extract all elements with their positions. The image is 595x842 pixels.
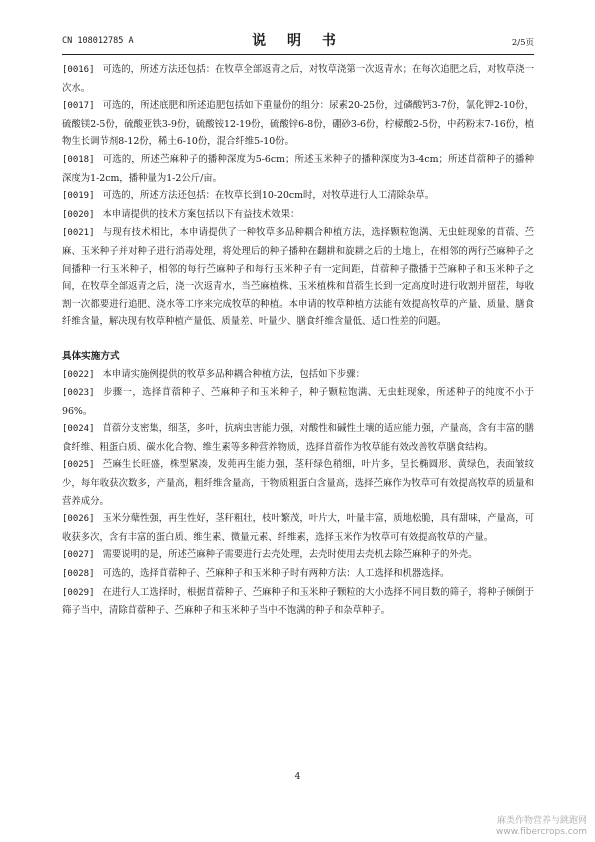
- section-heading: 具体实施方式: [62, 350, 120, 362]
- paragraph: [62, 366, 534, 385]
- paragraph-number: [0016]: [62, 65, 95, 75]
- header-rule: [62, 54, 534, 55]
- paragraph-number: [0022]: [62, 369, 95, 380]
- paragraph: [62, 206, 534, 225]
- page-header: [62, 30, 534, 52]
- page-count: 2/5页: [511, 38, 534, 48]
- paragraph: [62, 546, 534, 565]
- paragraph-text: 可选的，选择苜蓿种子、苎麻种子和玉米种子时有两种方法：人工选择和机器选择。: [102, 568, 450, 580]
- paragraph-list: [62, 61, 534, 331]
- paragraph-text: 可选的，所述方法还包括：在牧草全部返青之后，对牧草浇第一次返青水；在每次追肥之后，对牧草浇一次水。: [62, 64, 534, 94]
- paragraph-number: [0018]: [62, 154, 95, 165]
- paragraph-text: 可选的，所述底肥和所述追肥包括如下重量份的组分：尿素20-25份，过磷酸钙3-7份，氯化钾2-10份，硫酸镁2-5份，硫酸亚铁3-9份，硫酸铵12-19份，硫酸锌6-8份，硼砂3-6份，柠檬酸2-5份，中药粉末7-16份，植物生长调节剂8-12份，稀土6-10份，混合纤维5-10份。: [62, 100, 534, 148]
- paragraph: [62, 151, 534, 187]
- paragraph: [62, 565, 534, 584]
- paragraph: [62, 187, 534, 206]
- paragraph: [62, 97, 534, 151]
- paragraph-number: [0021]: [62, 228, 95, 239]
- document-body: [62, 61, 534, 620]
- paragraph-text: 可选的，所述方法还包括：在牧草长到10-20cm时，对牧草进行人工清除杂草。: [102, 190, 435, 202]
- paragraph-text: 步骤一，选择苜蓿种子、苎麻种子和玉米种子，种子颗粒饱满、无虫蛀现象，所述种子的纯度不小于96%。: [62, 387, 534, 417]
- watermark: [496, 816, 587, 838]
- paragraph-text: 需要说明的是，所述苎麻种子需要进行去壳处理，去壳时使用去壳机去除苎麻种子的外壳。: [102, 549, 478, 561]
- paragraph-number: [0023]: [62, 388, 95, 399]
- paragraph-number: [0026]: [62, 514, 95, 525]
- paragraph-number: [0019]: [62, 191, 95, 202]
- paragraph-text: 苜蓿分支密集，细茎，多叶，抗病虫害能力强，对酸性和碱性土壤的适应能力强，产量高，含有丰富的膳食纤维、粗蛋白质、碳水化合物、维生素等多种营养物质，选择苜蓿作为牧草能有效改善牧草膳食结构。: [62, 423, 534, 453]
- paragraph: [62, 584, 534, 620]
- watermark-url: www.fibercrops.com: [496, 827, 587, 837]
- paragraph-number: [0020]: [62, 209, 95, 220]
- paragraph-number: [0024]: [62, 424, 95, 435]
- paragraph-text: 本申请提供的技术方案包括以下有益技术效果：: [102, 208, 300, 220]
- paragraph-text: 在进行人工选择时，根据苜蓿种子、苎麻种子和玉米种子颗粒的大小选择不同目数的筛子，将种子倾倒于筛子当中，清除苜蓿种子、苎麻种子和玉米种子当中不饱满的种子和杂草种子。: [62, 586, 534, 617]
- paragraph: [62, 420, 534, 456]
- paragraph-text: 苎麻生长旺盛，株型紧凑，发蔸再生能力强，茎秆绿色稍细，叶片多，呈长椭圆形、黄绿色，表面皱纹少，每年收获次数多，产量高，粗纤维含量高，干物质粗蛋白含量高，选择苎麻作为牧草可有效提高牧草的质量和营养成分。: [62, 459, 534, 507]
- document-number: CN 108012785 A: [62, 36, 134, 46]
- paragraph-text: 可选的，所述苎麻种子的播种深度为5-6cm；所述玉米种子的播种深度为3-4cm；所述苜蓿种子的播种深度为1-2cm，播种量为1-2公斤/亩。: [62, 153, 534, 184]
- paragraph-number: [0017]: [62, 101, 95, 112]
- page-number: 4: [294, 772, 301, 782]
- document-title: 说 明 书: [252, 33, 344, 49]
- paragraph: [62, 510, 534, 546]
- paragraph: [62, 456, 534, 510]
- paragraph: [62, 224, 534, 331]
- paragraph-number: [0028]: [62, 569, 95, 580]
- paragraph-number: [0027]: [62, 550, 95, 561]
- paragraph: [62, 384, 534, 420]
- paragraph-text: 本申请实施例提供的牧草多品种耦合种植方法，包括如下步骤：: [102, 368, 366, 380]
- paragraph: [62, 61, 534, 97]
- paragraph-text: 玉米分蘖性强，再生性好，茎秆粗壮，枝叶繁茂，叶片大，叶量丰富，质地松脆，具有甜味，产量高，可收获多次，含有丰富的蛋白质、维生素、微量元素、纤维素，选择玉米作为牧草可有效提高牧草的产量。: [62, 513, 534, 543]
- paragraph-text: 与现有技术相比，本申请提供了一种牧草多品种耦合种植方法，选择颗粒饱满、无虫蛀现象的苜蓿、苎麻、玉米种子并对种子进行消毒处理，将处理后的种子播种在翻耕和旋耕之后的土地上，在相邻的两行苎麻种子之间播种一行玉米种子，相邻的每行苎麻种子和每行玉米种子有一定间距，苜蓿种子撒播于苎麻种子和玉米种子之间，在牧草全部返青之后，浇一次返青水，当苎麻植株、玉米植株和苜蓿生长到一定高度时进行收割并留茬，每收割一次都要进行追肥、浇水等工序来完成牧草的种植。本申请的牧草种植方法能有效提高牧草的产量、质量、膳食纤维含量，解决现有牧草种植产量低、质量差、叶量少、膳食纤维含量低、适口性差的问题。: [62, 227, 534, 328]
- paragraph-number: [0025]: [62, 460, 95, 471]
- paragraph-list: [62, 366, 534, 620]
- watermark-site-name: 麻类作物营养与跳跑网: [496, 816, 587, 826]
- paragraph-number: [0029]: [62, 587, 95, 598]
